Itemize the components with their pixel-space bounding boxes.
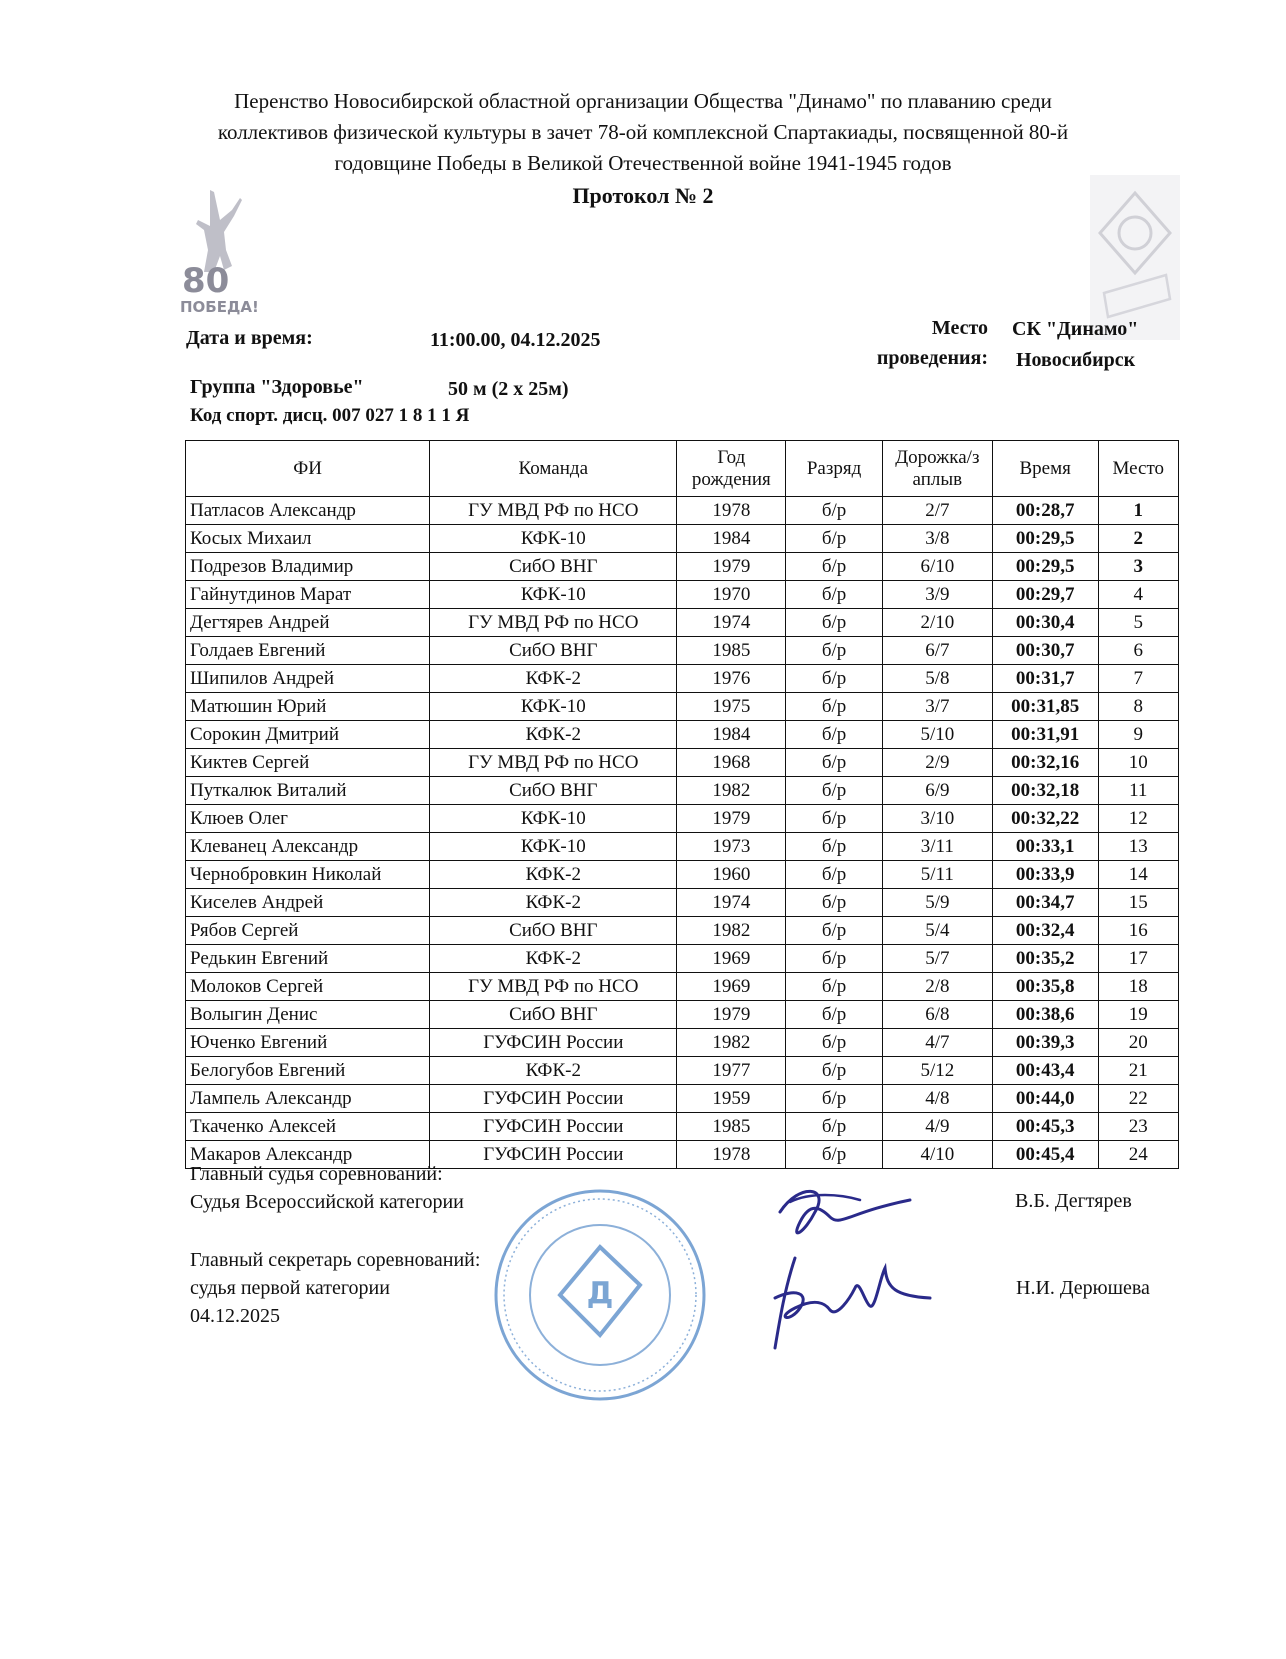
place-label-1: Место — [931, 317, 988, 339]
table-row — [186, 721, 1179, 749]
dynamo-emblem-icon — [1090, 175, 1180, 340]
table-row — [186, 945, 1179, 973]
cell-place: 23 — [1098, 1113, 1178, 1141]
cell-rank: б/р — [786, 637, 883, 665]
table-row — [186, 693, 1179, 721]
cell-rank: б/р — [786, 497, 883, 525]
cell-lane: 5/8 — [882, 665, 992, 693]
cell-name: Юченко Евгений — [186, 1029, 430, 1057]
cell-name: Косых Михаил — [186, 525, 430, 553]
cell-lane: 5/4 — [882, 917, 992, 945]
cell-place: 10 — [1098, 749, 1178, 777]
table-row — [186, 637, 1179, 665]
table-row — [186, 777, 1179, 805]
cell-team: ГУ МВД РФ по НСО — [430, 749, 677, 777]
cell-rank: б/р — [786, 777, 883, 805]
cell-time: 00:30,7 — [992, 637, 1098, 665]
cell-team: СибО ВНГ — [430, 637, 677, 665]
cell-lane: 6/7 — [882, 637, 992, 665]
table-row — [186, 1113, 1179, 1141]
cell-rank: б/р — [786, 581, 883, 609]
cell-year: 1969 — [677, 973, 786, 1001]
cell-year: 1979 — [677, 805, 786, 833]
cell-lane: 3/8 — [882, 525, 992, 553]
cell-year: 1973 — [677, 833, 786, 861]
cell-team: ГУФСИН России — [430, 1029, 677, 1057]
place-label-2: проведения: — [876, 347, 988, 369]
cell-year: 1984 — [677, 721, 786, 749]
title-line-1: Перенство Новосибирской областной организации Общества "Динамо" по плаванию среди — [234, 89, 1052, 113]
cell-time: 00:30,4 — [992, 609, 1098, 637]
header-rank: Разряд — [786, 441, 883, 497]
cell-lane: 3/10 — [882, 805, 992, 833]
cell-name: Волыгин Денис — [186, 1001, 430, 1029]
cell-lane: 5/9 — [882, 889, 992, 917]
cell-time: 00:39,3 — [992, 1029, 1098, 1057]
cell-lane: 4/9 — [882, 1113, 992, 1141]
dynamo-logo — [1090, 175, 1180, 340]
chief-secretary-name: Н.И. Дерюшева — [1016, 1277, 1150, 1299]
chief-secretary-title: Главный секретарь соревнований: — [190, 1249, 481, 1271]
cell-rank: б/р — [786, 749, 883, 777]
cell-year: 1982 — [677, 917, 786, 945]
header-lane-line-2: аплыв — [912, 468, 963, 490]
cell-time: 00:32,4 — [992, 917, 1098, 945]
cell-rank: б/р — [786, 861, 883, 889]
table-header-row — [186, 441, 1179, 497]
protocol-date: 04.12.2025 — [190, 1305, 280, 1327]
table-row — [186, 805, 1179, 833]
cell-time: 00:34,7 — [992, 889, 1098, 917]
cell-name: Матюшин Юрий — [186, 693, 430, 721]
secretary-signature — [755, 1248, 935, 1358]
cell-year: 1976 — [677, 665, 786, 693]
cell-name: Клюев Олег — [186, 805, 430, 833]
cell-team: КФК-2 — [430, 665, 677, 693]
cell-rank: б/р — [786, 665, 883, 693]
table-row — [186, 525, 1179, 553]
cell-time: 00:35,8 — [992, 973, 1098, 1001]
table-row — [186, 1001, 1179, 1029]
cell-team: КФК-10 — [430, 693, 677, 721]
cell-place: 14 — [1098, 861, 1178, 889]
cell-time: 00:32,22 — [992, 805, 1098, 833]
cell-place: 19 — [1098, 1001, 1178, 1029]
cell-time: 00:31,85 — [992, 693, 1098, 721]
cell-rank: б/р — [786, 609, 883, 637]
cell-name: Сорокин Дмитрий — [186, 721, 430, 749]
cell-team: ГУФСИН России — [430, 1113, 677, 1141]
results-table — [185, 440, 1179, 1169]
cell-year: 1978 — [677, 1141, 786, 1169]
cell-rank: б/р — [786, 1141, 883, 1169]
cell-place: 21 — [1098, 1057, 1178, 1085]
cell-team: ГУ МВД РФ по НСО — [430, 497, 677, 525]
cell-name: Молоков Сергей — [186, 973, 430, 1001]
cell-rank: б/р — [786, 1057, 883, 1085]
place-value-2: Новосибирск — [1016, 349, 1136, 371]
cell-time: 00:31,91 — [992, 721, 1098, 749]
header-lane — [882, 441, 992, 497]
cell-place: 18 — [1098, 973, 1178, 1001]
cell-time: 00:33,1 — [992, 833, 1098, 861]
victory-80-logo — [180, 180, 260, 320]
table-row — [186, 581, 1179, 609]
cell-place: 3 — [1098, 553, 1178, 581]
cell-year: 1975 — [677, 693, 786, 721]
cell-name: Лампель Александр — [186, 1085, 430, 1113]
header-name: ФИ — [186, 441, 430, 497]
place-value-1: СК "Динамо" — [1012, 318, 1139, 340]
cell-team: ГУФСИН России — [430, 1085, 677, 1113]
cell-name: Гайнутдинов Марат — [186, 581, 430, 609]
cell-name: Голдаев Евгений — [186, 637, 430, 665]
cell-year: 1982 — [677, 1029, 786, 1057]
table-row — [186, 833, 1179, 861]
header-team: Команда — [430, 441, 677, 497]
cell-team: СибО ВНГ — [430, 553, 677, 581]
table-row — [186, 889, 1179, 917]
cell-lane: 4/7 — [882, 1029, 992, 1057]
datetime-value: 11:00.00, 04.12.2025 — [430, 329, 601, 351]
table-row — [186, 1085, 1179, 1113]
cell-year: 1959 — [677, 1085, 786, 1113]
cell-time: 00:45,4 — [992, 1141, 1098, 1169]
header-lane-line-1: Дорожка/з — [895, 446, 980, 468]
cell-time: 00:35,2 — [992, 945, 1098, 973]
cell-rank: б/р — [786, 1085, 883, 1113]
header-year-line-1: Год — [717, 446, 746, 468]
cell-team: КФК-2 — [430, 889, 677, 917]
cell-time: 00:32,18 — [992, 777, 1098, 805]
table-row — [186, 861, 1179, 889]
chief-secretary-block — [190, 1246, 480, 1330]
chief-judge-name: В.Б. Дегтярев — [1015, 1190, 1132, 1212]
cell-time: 00:43,4 — [992, 1057, 1098, 1085]
table-row — [186, 1029, 1179, 1057]
title-line-2: коллективов физической культуры в зачет 78-ой комплексной Спартакиады, посвященной 80-й — [217, 120, 1069, 144]
cell-time: 00:44,0 — [992, 1085, 1098, 1113]
cell-place: 4 — [1098, 581, 1178, 609]
cell-lane: 5/12 — [882, 1057, 992, 1085]
chief-judge-category: Судья Всероссийской категории — [190, 1191, 464, 1213]
cell-lane: 6/10 — [882, 553, 992, 581]
cell-lane: 4/8 — [882, 1085, 992, 1113]
cell-team: СибО ВНГ — [430, 777, 677, 805]
cell-place: 16 — [1098, 917, 1178, 945]
cell-lane: 2/9 — [882, 749, 992, 777]
cell-lane: 3/7 — [882, 693, 992, 721]
group-value: 50 м (2 х 25м) — [448, 378, 569, 400]
cell-name: Путкалюк Виталий — [186, 777, 430, 805]
cell-name: Дегтярев Андрей — [186, 609, 430, 637]
cell-team: СибО ВНГ — [430, 1001, 677, 1029]
cell-team: ГУ МВД РФ по НСО — [430, 609, 677, 637]
cell-name: Редькин Евгений — [186, 945, 430, 973]
table-row — [186, 665, 1179, 693]
cell-year: 1984 — [677, 525, 786, 553]
table-row — [186, 973, 1179, 1001]
cell-year: 1974 — [677, 609, 786, 637]
cell-time: 00:29,5 — [992, 525, 1098, 553]
cell-time: 00:29,5 — [992, 553, 1098, 581]
cell-place: 7 — [1098, 665, 1178, 693]
cell-year: 1985 — [677, 637, 786, 665]
cell-name: Рябов Сергей — [186, 917, 430, 945]
table-row — [186, 749, 1179, 777]
cell-rank: б/р — [786, 1001, 883, 1029]
cell-lane: 2/10 — [882, 609, 992, 637]
cell-team: КФК-2 — [430, 945, 677, 973]
cell-place: 24 — [1098, 1141, 1178, 1169]
organization-stamp — [490, 1185, 710, 1405]
cell-year: 1977 — [677, 1057, 786, 1085]
cell-team: СибО ВНГ — [430, 917, 677, 945]
cell-year: 1968 — [677, 749, 786, 777]
cell-lane: 4/10 — [882, 1141, 992, 1169]
cell-team: КФК-2 — [430, 721, 677, 749]
discipline-code: Код спорт. дисц. 007 027 1 8 1 1 Я — [190, 405, 470, 426]
cell-team: КФК-10 — [430, 805, 677, 833]
cell-name: Белогубов Евгений — [186, 1057, 430, 1085]
cell-rank: б/р — [786, 833, 883, 861]
cell-year: 1970 — [677, 581, 786, 609]
cell-year: 1985 — [677, 1113, 786, 1141]
cell-year: 1979 — [677, 553, 786, 581]
protocol-number: Протокол № 2 — [572, 183, 714, 208]
header-time: Время — [992, 441, 1098, 497]
cell-lane: 5/7 — [882, 945, 992, 973]
cell-lane: 2/8 — [882, 973, 992, 1001]
cell-place: 17 — [1098, 945, 1178, 973]
stamp-letter: Д — [586, 1276, 614, 1311]
cell-time: 00:38,6 — [992, 1001, 1098, 1029]
cell-year: 1978 — [677, 497, 786, 525]
cell-team: КФК-10 — [430, 581, 677, 609]
cell-rank: б/р — [786, 945, 883, 973]
cell-year: 1969 — [677, 945, 786, 973]
cell-place: 12 — [1098, 805, 1178, 833]
cell-time: 00:33,9 — [992, 861, 1098, 889]
table-row — [186, 553, 1179, 581]
cell-time: 00:28,7 — [992, 497, 1098, 525]
cell-time: 00:45,3 — [992, 1113, 1098, 1141]
cell-place: 11 — [1098, 777, 1178, 805]
cell-name: Ткаченко Алексей — [186, 1113, 430, 1141]
motherland-statue-icon — [180, 180, 260, 320]
cell-name: Чернобровкин Николай — [186, 861, 430, 889]
cell-team: КФК-10 — [430, 525, 677, 553]
logo-pobeda-text: ПОБЕДА! — [180, 298, 259, 316]
cell-team: КФК-2 — [430, 861, 677, 889]
title-line-3: годовщине Победы в Великой Отечественной войне 1941-1945 годов — [334, 151, 952, 175]
cell-rank: б/р — [786, 553, 883, 581]
document-title — [0, 86, 1286, 179]
cell-year: 1960 — [677, 861, 786, 889]
cell-year: 1974 — [677, 889, 786, 917]
cell-team: ГУ МВД РФ по НСО — [430, 973, 677, 1001]
datetime-label: Дата и время: — [186, 327, 313, 349]
cell-place: 5 — [1098, 609, 1178, 637]
group-label: Группа "Здоровье" — [190, 376, 364, 398]
dynamo-stamp-icon — [490, 1185, 710, 1405]
header-place: Место — [1098, 441, 1178, 497]
cell-name: Клеванец Александр — [186, 833, 430, 861]
cell-name: Подрезов Владимир — [186, 553, 430, 581]
cell-name: Патласов Александр — [186, 497, 430, 525]
cell-lane: 5/10 — [882, 721, 992, 749]
table-row — [186, 497, 1179, 525]
cell-place: 6 — [1098, 637, 1178, 665]
chief-secretary-category: судья первой категории — [190, 1277, 390, 1299]
cell-lane: 5/11 — [882, 861, 992, 889]
header-year-line-2: рождения — [691, 468, 771, 490]
cell-place: 13 — [1098, 833, 1178, 861]
cell-name: Макаров Александр — [186, 1141, 430, 1169]
table-row — [186, 1057, 1179, 1085]
cell-place: 8 — [1098, 693, 1178, 721]
cell-time: 00:32,16 — [992, 749, 1098, 777]
cell-place: 1 — [1098, 497, 1178, 525]
cell-year: 1982 — [677, 777, 786, 805]
cell-place: 9 — [1098, 721, 1178, 749]
cell-rank: б/р — [786, 1113, 883, 1141]
cell-lane: 6/8 — [882, 1001, 992, 1029]
cell-place: 15 — [1098, 889, 1178, 917]
chief-judge-title: Главный судья соревнований: — [190, 1163, 443, 1185]
cell-time: 00:29,7 — [992, 581, 1098, 609]
cell-name: Киктев Сергей — [186, 749, 430, 777]
cell-lane: 2/7 — [882, 497, 992, 525]
cell-lane: 6/9 — [882, 777, 992, 805]
cell-lane: 3/9 — [882, 581, 992, 609]
header-year — [677, 441, 786, 497]
cell-place: 22 — [1098, 1085, 1178, 1113]
cell-rank: б/р — [786, 805, 883, 833]
cell-rank: б/р — [786, 1029, 883, 1057]
chief-judge-block — [190, 1160, 464, 1216]
cell-rank: б/р — [786, 917, 883, 945]
table-row — [186, 609, 1179, 637]
cell-time: 00:31,7 — [992, 665, 1098, 693]
cell-place: 2 — [1098, 525, 1178, 553]
cell-lane: 3/11 — [882, 833, 992, 861]
table-row — [186, 917, 1179, 945]
cell-rank: б/р — [786, 721, 883, 749]
cell-rank: б/р — [786, 973, 883, 1001]
cell-rank: б/р — [786, 889, 883, 917]
logo-80-text: 80 — [182, 261, 230, 301]
cell-year: 1979 — [677, 1001, 786, 1029]
cell-place: 20 — [1098, 1029, 1178, 1057]
cell-team: ГУФСИН России — [430, 1141, 677, 1169]
cell-name: Киселев Андрей — [186, 889, 430, 917]
cell-rank: б/р — [786, 525, 883, 553]
cell-rank: б/р — [786, 693, 883, 721]
cell-name: Шипилов Андрей — [186, 665, 430, 693]
cell-team: КФК-10 — [430, 833, 677, 861]
cell-team: КФК-2 — [430, 1057, 677, 1085]
